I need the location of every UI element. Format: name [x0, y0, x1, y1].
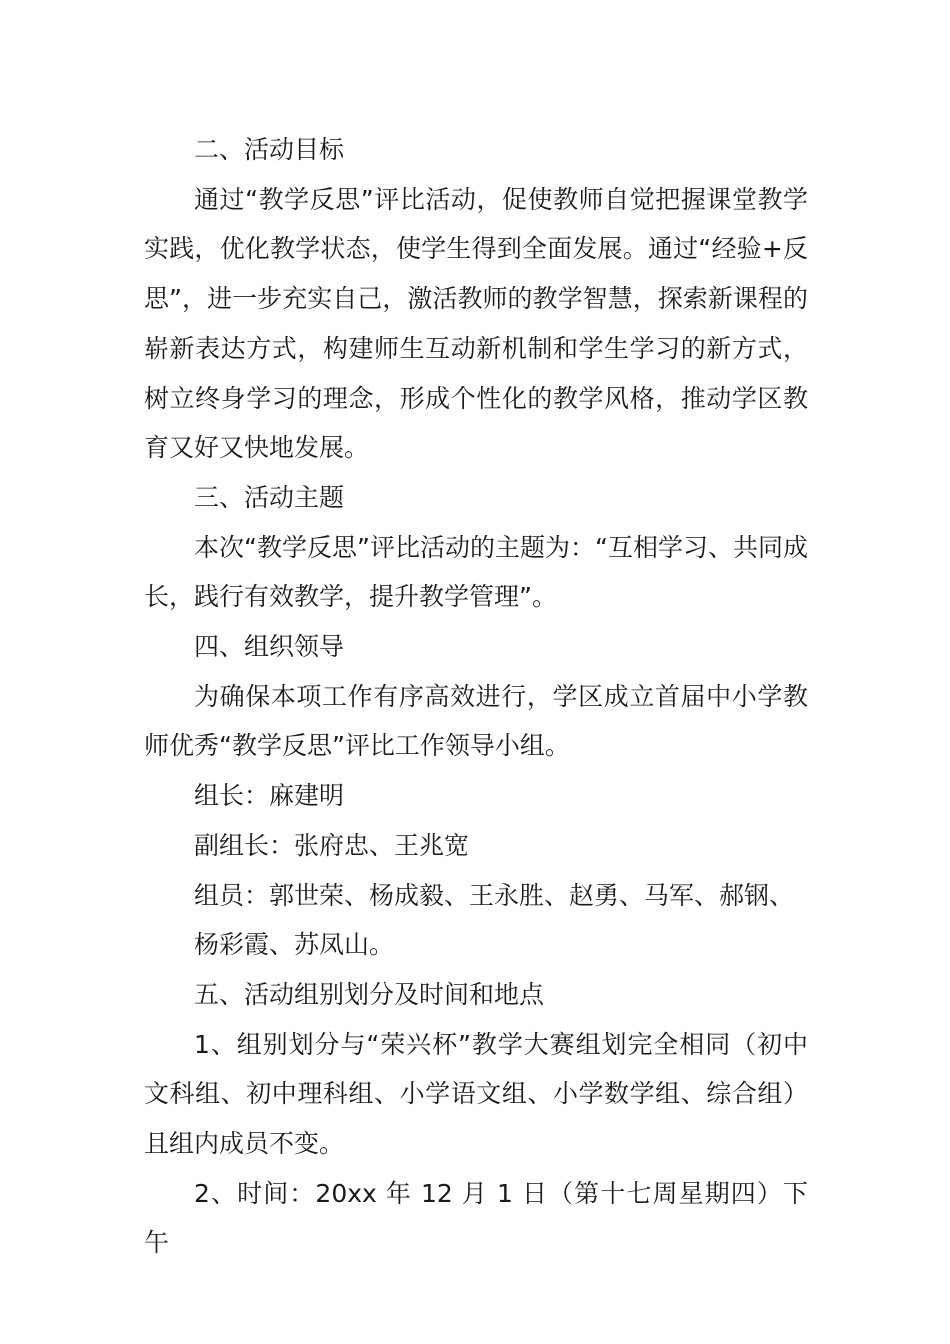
team-members	[144, 871, 808, 970]
text-line: 副组长：张府忠、王兆宽	[194, 830, 470, 860]
text-line: 二、活动目标	[194, 135, 345, 164]
text-line: 组员：郭世荣、杨成毅、王永胜、赵勇、马军、郝钢、	[194, 880, 795, 910]
text-line: 杨彩霞、苏凤山。	[194, 930, 395, 960]
section-heading-2	[144, 125, 808, 175]
text-line: 的崭新表达方式，构建师生互动新机制和学生学习的新方	[144, 284, 808, 363]
section-heading-3	[144, 473, 808, 523]
paragraph-theme	[144, 523, 808, 622]
text-line: 学区教育又好又快地发展。	[144, 383, 808, 463]
text-line: 三、活动主题	[194, 482, 345, 512]
text-line: 为确保本项工作有序高效进行，学区成立首届中小学	[194, 681, 783, 711]
text-line: 思”，进一步充实自己，激活教师的教学智慧，探索新课程	[144, 284, 783, 314]
text-line: 2、时间：20xx 年 12 月 1 日（第十七周星期四）下午	[144, 1178, 808, 1258]
text-line: 成长，践行有效教学，提升教学管理”。	[144, 532, 808, 612]
paragraph-goals	[144, 175, 808, 473]
text-line: 教师优秀“教学反思”评比工作领导小组。	[144, 681, 808, 761]
section-heading-5	[144, 970, 808, 1020]
text-line: 通过“教学反思”评比活动，促使教师自觉把握课堂教学	[194, 184, 808, 214]
text-line: 四、组织领导	[194, 632, 345, 662]
text-line: 组）且组内成员不变。	[144, 1079, 808, 1159]
document-body	[144, 125, 808, 1268]
paragraph-leadership	[144, 672, 808, 771]
text-line: 文科组、初中理科组、小学语文组、小学数学组、综合	[144, 1079, 758, 1109]
section-heading-4	[144, 622, 808, 672]
text-line: 五、活动组别划分及时间和地点	[194, 979, 545, 1009]
deputy-leaders	[144, 821, 808, 871]
text-line: 本次“教学反思”评比活动的主题为：“互相学习、共同	[194, 532, 783, 562]
paragraph-time	[144, 1169, 808, 1268]
text-line: 式，树立终身学习的理念，形成个性化的教学风格，推动	[144, 333, 808, 413]
text-line: 实践，优化教学状态，使学生得到全面发展。通过“经验+反	[144, 234, 808, 264]
text-line: 1、组别划分与“荣兴杯”教学大赛组划完全相同（初中	[194, 1029, 808, 1059]
team-leader	[144, 771, 808, 821]
text-line: 组长：麻建明	[194, 781, 345, 811]
paragraph-groups	[144, 1020, 808, 1169]
